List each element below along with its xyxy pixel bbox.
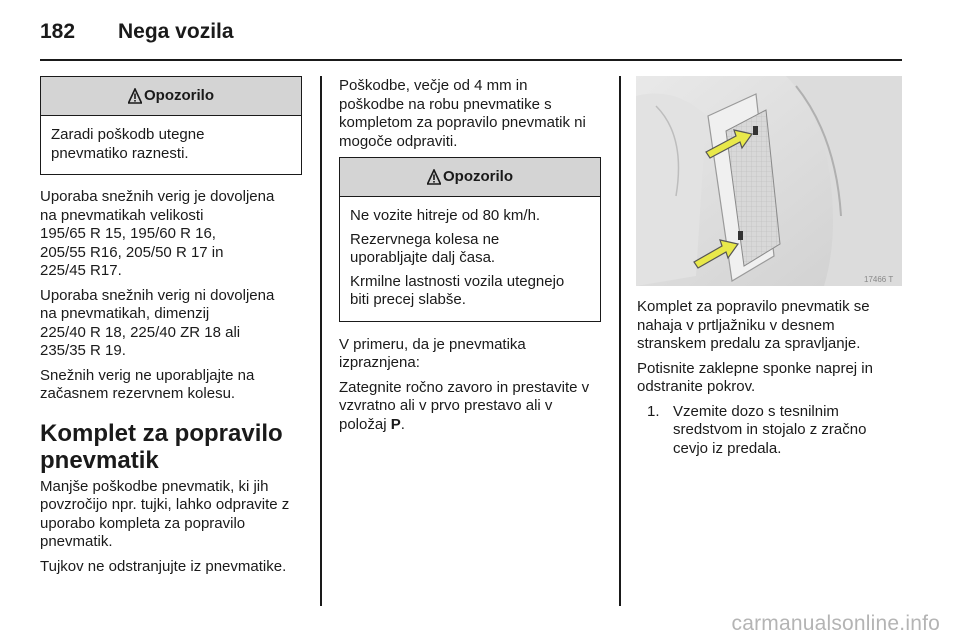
text-line: Komplet za popravilo pnevmatik se [637, 298, 870, 315]
text-line: povzročijo npr. tujki, lahko odpravite z [40, 496, 290, 513]
warning-text [51, 126, 291, 163]
text-fragment: . [400, 415, 405, 433]
step-number: 1. [647, 402, 660, 420]
column-divider-1 [320, 76, 322, 606]
text-line: kompletom za popravilo pnevmatik ni [339, 114, 586, 131]
header-rule [40, 59, 902, 61]
paragraph [339, 336, 601, 373]
warning-box-1 [40, 76, 302, 175]
column-divider-2 [619, 76, 621, 606]
text-line: poškodbe na robu pnevmatike s [339, 95, 552, 113]
text-line: pnevmatik. [40, 533, 113, 550]
text-line: cevjo iz predala. [673, 439, 782, 457]
text-line: Uporaba snežnih verig ni dovoljena [40, 286, 275, 304]
text-line: V primeru, da je pnevmatika [339, 335, 526, 353]
paragraph [339, 379, 601, 435]
text-line: 225/45 R17. [40, 262, 122, 279]
section-heading [40, 420, 302, 474]
gear-position-p: P [390, 415, 401, 433]
warning-box-2 [339, 157, 601, 322]
paragraph [637, 298, 905, 354]
warning-text [350, 273, 590, 310]
text-line: uporabo kompleta za popravilo [40, 514, 246, 532]
text-line: Ne vozite hitreje od 80 km/h. [350, 207, 541, 224]
latch-clip-top [753, 126, 758, 135]
text-line: vzvratno ali v prvo prestavo ali v [339, 397, 553, 414]
trunk-compartment-illustration [636, 76, 902, 286]
text-line: 195/65 R 15, 195/60 R 16, [40, 225, 216, 242]
text-line: biti precej slabše. [350, 291, 466, 308]
text-fragment: položaj [339, 415, 391, 433]
warning-header [340, 158, 600, 197]
trunk-compartment-drawing [636, 76, 902, 286]
heading-line: pnevmatik [40, 446, 159, 474]
text-line: Zategnite ročno zavoro in prestavite v [339, 378, 590, 396]
text-line: mogoče odpraviti. [339, 132, 458, 150]
warning-body [41, 116, 301, 174]
steps-list [647, 403, 905, 459]
watermark: carmanualsonline.info [731, 612, 940, 635]
text-line: Poškodbe, večje od 4 mm in [339, 77, 528, 94]
heading-line: Komplet za popravilo [40, 419, 283, 447]
warning-text [350, 207, 590, 226]
warning-header [41, 77, 301, 116]
list-item [647, 403, 905, 459]
paragraph [40, 478, 302, 552]
chapter-title: Nega vozila [118, 20, 234, 43]
warning-triangle-icon [128, 88, 142, 104]
text-line: Zaradi poškodb utegne [51, 126, 205, 143]
text-line: začasnem rezervnem kolesu. [40, 385, 236, 402]
text-line [339, 416, 601, 435]
text-line: uporabljajte dalj časa. [350, 249, 496, 266]
text-line: Rezervnega kolesa ne [350, 230, 500, 248]
image-code: 17466 T [864, 275, 894, 284]
text-line: nahaja v prtljažniku v desnem [637, 316, 835, 334]
paragraph [40, 558, 302, 577]
paragraph [40, 367, 302, 404]
text-line: izpraznjena: [339, 354, 420, 371]
text-line: 205/55 R16, 205/50 R 17 in [40, 243, 224, 261]
text-line: na pnevmatikah velikosti [40, 206, 204, 224]
warning-text [350, 231, 590, 268]
column-3 [637, 298, 905, 458]
column-2 [339, 77, 601, 440]
warning-title: Opozorilo [144, 86, 214, 104]
paragraph [637, 360, 905, 397]
text-line: Vzemite dozo s tesnilnim [673, 402, 839, 420]
warning-title: Opozorilo [443, 167, 513, 185]
text-line: Potisnite zaklepne sponke naprej in [637, 359, 873, 377]
text-line: Uporaba snežnih verig je dovoljena [40, 188, 275, 205]
text-line: Tujkov ne odstranjujte iz pnevmatike. [40, 557, 287, 575]
text-line: stranskem predalu za spravljanje. [637, 335, 861, 352]
latch-clip-bottom [738, 231, 743, 240]
paragraph [40, 287, 302, 361]
paragraph [339, 77, 601, 151]
page-number: 182 [40, 20, 76, 43]
text-line: 235/35 R 19. [40, 342, 126, 359]
text-line: Manjše poškodbe pnevmatik, ki jih [40, 477, 269, 495]
warning-triangle-icon [427, 169, 441, 185]
text-line: Krmilne lastnosti vozila utegnejo [350, 272, 565, 290]
warning-body [340, 197, 600, 321]
text-line: sredstvom in stojalo z zračno [673, 421, 867, 438]
column-1 [40, 76, 302, 582]
text-line: pnevmatiko raznesti. [51, 144, 189, 162]
paragraph [40, 188, 302, 281]
text-line: na pnevmatikah, dimenzij [40, 305, 210, 322]
text-line: odstranite pokrov. [637, 378, 756, 395]
text-line: Snežnih verig ne uporabljajte na [40, 366, 255, 384]
text-line: 225/40 R 18, 225/40 ZR 18 ali [40, 323, 241, 341]
